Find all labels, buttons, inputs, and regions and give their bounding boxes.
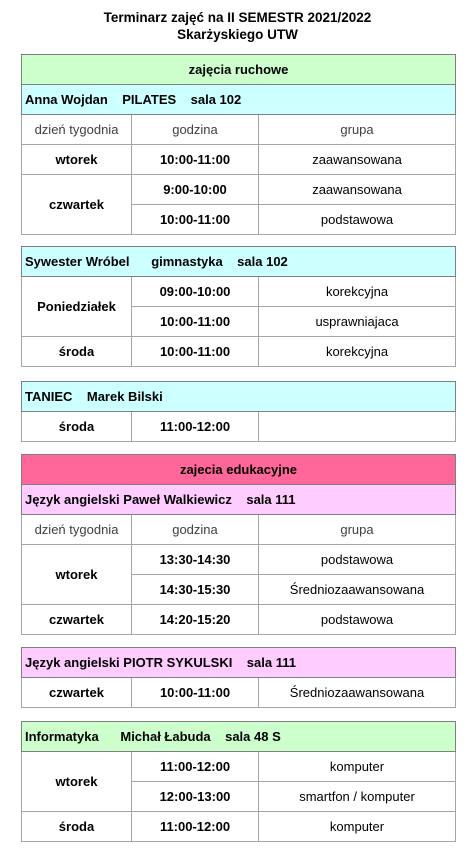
class-header-pilates: Anna Wojdan PILATES sala 102 [22,85,456,115]
group-cell: podstawowa [259,545,456,575]
group-cell: smartfon / komputer [259,782,456,812]
hour-cell: 9:00-10:00 [132,175,259,205]
hour-cell: 09:00-10:00 [132,277,259,307]
section-header-movement: zajęcia ruchowe [22,55,456,85]
table-row [22,752,456,782]
group-cell: Średniozaawansowana [259,575,456,605]
table-row [22,678,456,708]
hour-cell: 10:00-11:00 [132,205,259,235]
class-header-english-1: Język angielski Paweł Walkiewicz sala 111 [22,485,456,515]
day-cell: Poniedziałek [22,277,132,337]
column-header-hour: godzina [132,515,259,545]
table-row [22,277,456,307]
group-cell: Średniozaawansowana [259,678,456,708]
column-header-day: dzień tygodnia [22,115,132,145]
class-header-it: Informatyka Michał Łabuda sala 48 S [22,722,456,752]
column-header-group: grupa [259,515,456,545]
table-row [22,605,456,635]
hour-cell: 14:30-15:30 [132,575,259,605]
group-cell: korekcyjna [259,277,456,307]
table-it [21,721,456,842]
day-cell: czwartek [22,678,132,708]
group-cell: usprawniajaca [259,307,456,337]
class-header-dance: TANIEC Marek Bilski [22,382,456,412]
table-gymnastics [21,246,456,367]
section-header-education: zajecia edukacyjne [22,455,456,485]
hour-cell: 10:00-11:00 [132,678,259,708]
page-title: Terminarz zajęć na II SEMESTR 2021/2022 [103,10,372,25]
day-cell: wtorek [22,145,132,175]
hour-cell: 13:30-14:30 [132,545,259,575]
day-cell: czwartek [22,605,132,635]
group-cell: komputer [259,752,456,782]
hour-cell: 11:00-12:00 [132,752,259,782]
table-row [22,545,456,575]
table-row [22,412,456,442]
column-header-hour: godzina [132,115,259,145]
table-row [22,812,456,842]
table-row [22,145,456,175]
table-dance [21,381,456,442]
group-cell: zaawansowana [259,145,456,175]
hour-cell: 11:00-12:00 [132,812,259,842]
day-cell: wtorek [22,752,132,812]
group-cell: korekcyjna [259,337,456,367]
table-row [22,337,456,367]
table-pilates [21,54,456,235]
group-cell: podstawowa [259,605,456,635]
day-cell: środa [22,412,132,442]
table-english-1 [21,454,456,635]
hour-cell: 12:00-13:00 [132,782,259,812]
table-english-2 [21,647,456,708]
hour-cell: 11:00-12:00 [132,412,259,442]
table-row [22,175,456,205]
class-header-english-2: Język angielski PIOTR SYKULSKI sala 111 [22,648,456,678]
column-header-group: grupa [259,115,456,145]
class-header-gymnastics: Sywester Wróbel gimnastyka sala 102 [22,247,456,277]
group-cell [259,412,456,442]
page-subtitle: Skarżyskiego UTW [177,27,298,42]
hour-cell: 10:00-11:00 [132,307,259,337]
day-cell: środa [22,812,132,842]
day-cell: czwartek [22,175,132,235]
hour-cell: 10:00-11:00 [132,337,259,367]
column-header-day: dzień tygodnia [22,515,132,545]
hour-cell: 14:20-15:20 [132,605,259,635]
day-cell: wtorek [22,545,132,605]
group-cell: podstawowa [259,205,456,235]
group-cell: komputer [259,812,456,842]
hour-cell: 10:00-11:00 [132,145,259,175]
group-cell: zaawansowana [259,175,456,205]
day-cell: środa [22,337,132,367]
